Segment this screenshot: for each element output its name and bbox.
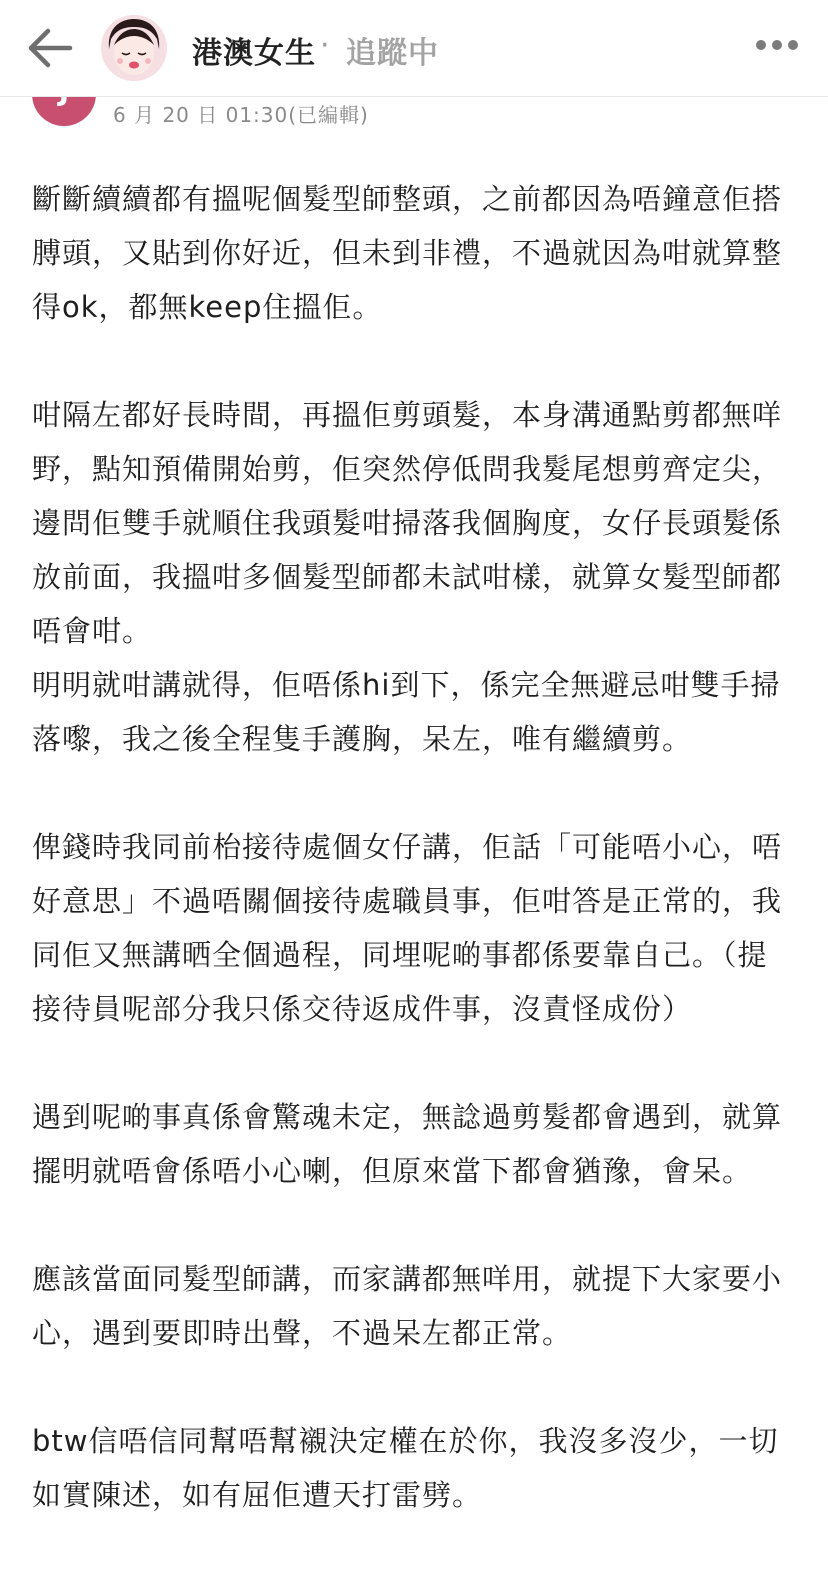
paragraph: 俾錢時我同前枱接待處個女仔講，佢話「可能唔小心，唔好意思」不過唔關個接待處職員事，佢咁答是正常的，我同佢又無講晒全個過程，同埋呢啲事都係要靠自己。（提接待員呢部分我只係交待返成件事，沒責怪成份） <box>32 830 783 1026</box>
board-avatar[interactable] <box>101 15 167 81</box>
follow-status-button[interactable]: 追蹤中 <box>346 36 439 71</box>
post-meta: 6 月 20 日 01:30(已編輯) <box>113 103 369 127</box>
arrow-left-icon <box>26 26 74 70</box>
more-dot <box>756 40 766 50</box>
back-button[interactable] <box>26 26 74 70</box>
paragraph: 明明就咁講就得，佢唔係hi到下，係完全無避忌咁雙手掃落嚟，我之後全程隻手護胸，呆左，唯有繼續剪。 <box>32 668 781 756</box>
paragraph: 遇到呢啲事真係會驚魂未定，無諗過剪髮都會遇到，就算擺明就唔會係唔小心喇，但原來當下都會猶豫，會呆。 <box>32 1100 783 1188</box>
board-name[interactable]: 港澳女生 <box>192 36 316 71</box>
top-bar <box>0 0 828 97</box>
more-options-button[interactable] <box>756 30 798 60</box>
separator-dot: · <box>320 28 330 63</box>
more-dot <box>788 40 798 50</box>
paragraph: 咁隔左都好長時間，再搵佢剪頭髮，本身溝通點剪都無咩野，點知預備開始剪，佢突然停低問我髮尾想剪齊定尖，邊問佢雙手就順住我頭髮咁掃落我個胸度，女仔長頭髮係放前面，我搵咁多個髮型師都未試咁樣，就算女髮型師都唔會咁。 <box>32 398 783 648</box>
girl-face-icon <box>101 15 167 81</box>
post-content <box>32 172 792 1576</box>
more-dot <box>772 40 782 50</box>
paragraph: 斷斷續續都有搵呢個髮型師整頭，之前都因為唔鐘意佢搭膊頭，又貼到你好近，但未到非禮，不過就因為咁就算整得ok，都無keep住搵佢。 <box>32 182 783 324</box>
paragraph: btw信唔信同幫唔幫襯決定權在於你，我沒多沒少，一切如實陳述，如有屈佢遭天打雷劈。 <box>32 1424 779 1512</box>
paragraph: 應該當面同髮型師講，而家講都無咩用，就提下大家要小心，遇到要即時出聲，不過呆左都正常。 <box>32 1262 783 1350</box>
